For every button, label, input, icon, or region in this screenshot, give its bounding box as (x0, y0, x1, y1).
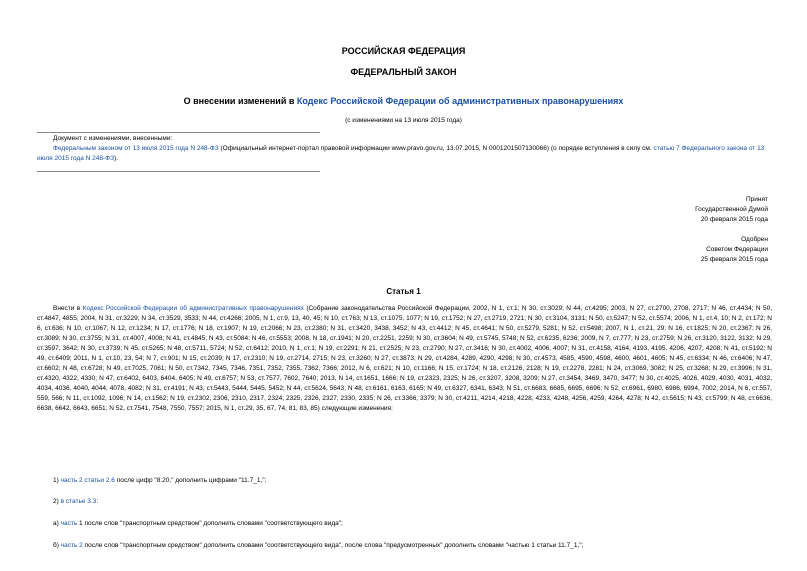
council-approval (560, 235, 768, 265)
document-title (0, 96, 807, 106)
codex-title-link[interactable]: Кодекс Российской Федерации об административных правонарушениях (296, 96, 624, 106)
council-line1: Одобрен (741, 236, 768, 243)
amending-law-link[interactable]: Федеральным законом от 13 июля 2015 года N 248-ФЗ (53, 145, 219, 152)
item2-prefix: 2) (53, 498, 61, 505)
revision-note: (с изменениями на 13 июля 2015 года) (345, 117, 462, 124)
item2a-text: 1 после слов "транспортным средством" дополнить словами "соответствующего вида"; (77, 520, 343, 527)
changes-note (37, 134, 772, 164)
doc-type-heading: ФЕДЕРАЛЬНЫЙ ЗАКОН (350, 67, 457, 77)
intro-prefix: Внести в (53, 305, 83, 312)
item2-text: : (96, 498, 99, 505)
codex-link[interactable]: Кодекс Российской Федерации об административных правонарушениях (82, 305, 304, 312)
item1-prefix: 1) (53, 477, 61, 484)
duma-adoption (560, 195, 768, 225)
item1-text: после цифр "8.20," дополнить цифрами "11.7_1,"; (114, 477, 267, 484)
changes-note-heading: Документ с изменениями, внесенными: (53, 135, 173, 142)
changes-note-tail: ). (114, 155, 119, 162)
item-2a (37, 519, 772, 529)
duma-line3: 20 февраля 2015 года (700, 216, 768, 223)
country-heading: РОССИЙСКАЯ ФЕДЕРАЦИЯ (341, 46, 466, 56)
council-line2: Советом Федерации (706, 246, 768, 253)
item2a-prefix: а) (53, 520, 61, 527)
intro-text: (Собрание законодательства Российской Федерации, 2002, N 1, ст.1; N 30, ст.3029; N 44, ст.4295; 2003, N 27, ст.2700, 2708, 2717; N 46, ст.4434; N 50, ст.4847, 4855; 2004, N 31, ст.3229; N 34, ст.3529, 3533; N 44, ст.4266; 2005, N 1, ст.9, 13, 40, 45; N 10, ст.763; N 13, ст.1075, 1077; N 19, ст.1752; N 27, ст.2719, 2721; N 30, ст.3104, 3131; N 50, ст.5247; N 52, ст.5574; 2006, N 1, ст.4, 10; N 2, ст.172; N 6, ст.636; N 10, ст.1067; N 12, ст.1234; N 17, ст.1776; N 18, ст.1907; N 19, ст.2066; N 23, ст.2380; N 31, ст.3420, 3438, 3452; N 43, ст.4412; N 45, ст.4641; N 50, ст.5279, 5281; N 52, ст.5498; 2007, N 1, ст.21, 29; N 16, ст.1825; N 20, ст.2367; N 26, ст.3089; N 30, ст.3755; N 31, ст.4007, 4008; N 41, ст.4845; N 43, ст.5084; N 46, ст.5553; 2008, N 18, ст.1941; N 20, ст.2251, 2259; N 30, ст.3604; N 49, ст.5745, 5748; N 52, ст.6235, 6236; 2009, N 7, ст.777; N 23, ст.2759; N 26, ст.3120, 3122, 3132; N 29, ст.3597, 3642; N 30, ст.3739; N 45, ст.5265; N 48, ст.5711, 5724; N 52, ст.6412; 2010, N 1, ст.1; N 19, ст.2291; N 21, ст.2525; N 23, ст.2790; N 27, ст.3416; N 30, ст.4002, 4006, 4007; N 31, ст.4158, 4164, 4193, 4195, 4206, 4207, 4208; N 41, ст.5192; N 49, ст.6409; 2011, N 1, ст.10, 23, 54; N 7, ст.901; N 15, ст.2039; N 17, ст.2310; N 19, ст.2714, 2715; N 23, ст.3260; N 27, ст.3873; N 29, ст.4284, 4289, 4290, 4298; N 30, ст.4573, 4585, 4590, 4598, 4600, 4601, 4605; N 45, ст.6334; N 46, ст.6406; N 47, ст.6602; N 48, ст.6728; N 49, ст.7025, 7061; N 50, ст.7342, 7345, 7346, 7351, 7352, 7355, 7362, 7366; 2012, N 6, ст.621; N 10, ст.1166; N 15, ст.1724; N 18, ст.2126, 2128; N 19, ст.2278, 2281; N 24, ст.3069, 3082; N 25, ст.3268; N 29, ст.3996; N 31, ст.4320, 4322, 4330; N 47, ст.6402, 6403, 6404, 6405; N 49, ст.6757; N 53, ст.7577, 7602, 7640; 2013, N 14, ст.1651, 1666; N 19, ст.2323, 2325; N 26, ст.3207, 3208, 3209; N 27, ст.3454, 3469, 3470, 3477; N 30, ст.4025, 4026, 4029, 4030, 4031, 4032, 4034, 4036, 4040, 4044, 4078, 4082; N 31, ст.4191; N 43, ст.5443, 5444, 5445, 5452; N 44, ст.5624, 5643; N 48, ст.6161, 6163, 6165; N 49, ст.6327, 6341, 6343; N 51, ст.6683, 6685, 6695, 6696; N 52, ст.6961, 6980, 6986, 6994, 7002; 2014, N 6, ст.557, 559, 566; N 11, ст.1092, 1096; N 14, ст.1562; N 19, ст.2302, 2306, 2310, 2317, 2324, 2325, 2326, 2327, 2330, 2335; N 26, ст.3366, 3379; N 30, ст.4211, 4214, 4218, 4228, 4233, 4248, 4256, 4259, 4264, 4278; N 42, ст.5615; N 43, ст.5799; N 48, ст.6636, 6638, 6642, 6643, 6651; N 52, ст.7541, 7548, 7550, 7557; 2015, N 1, ст.29, 35, 67, 74, 81, 83, 85) следующие изменения: (37, 305, 772, 412)
item-2 (37, 497, 772, 507)
duma-line1: Принят (745, 196, 768, 203)
item-1 (37, 476, 772, 486)
item2b-link[interactable]: часть 2 (60, 542, 83, 549)
changes-note-text: (Официальный интернет-портал правовой информации www.pravo.gov.ru, 13.07.2015, N 0001201507130066) (о порядке вступления в силу см. (218, 145, 654, 152)
item1-link[interactable]: часть 2 статьи 2.6 (60, 477, 115, 484)
item2-link[interactable]: в статье 3.3 (60, 498, 97, 505)
council-line3: 25 февраля 2015 года (700, 256, 768, 263)
item2a-link[interactable]: часть (60, 520, 78, 527)
item2b-prefix: б) (53, 542, 61, 549)
article-intro (37, 304, 772, 414)
note-divider-bottom (37, 171, 320, 172)
changes-note-body (37, 144, 772, 164)
item-2b (37, 541, 772, 551)
article7-link[interactable]: статью 7 Федерального закона от 13 июля 2015 года N 248-ФЗ (37, 145, 765, 162)
article-title: Статья 1 (386, 287, 421, 296)
note-divider-top (37, 132, 320, 133)
title-prefix: О внесении изменений в (183, 96, 297, 106)
duma-line2: Государственной Думой (695, 206, 768, 213)
item2b-text: после слов "транспортным средством" дополнить словами "соответствующего вида", после слова "предусмотренных" дополнить словами "частью 1 статьи 11.7_1,"; (82, 542, 584, 549)
